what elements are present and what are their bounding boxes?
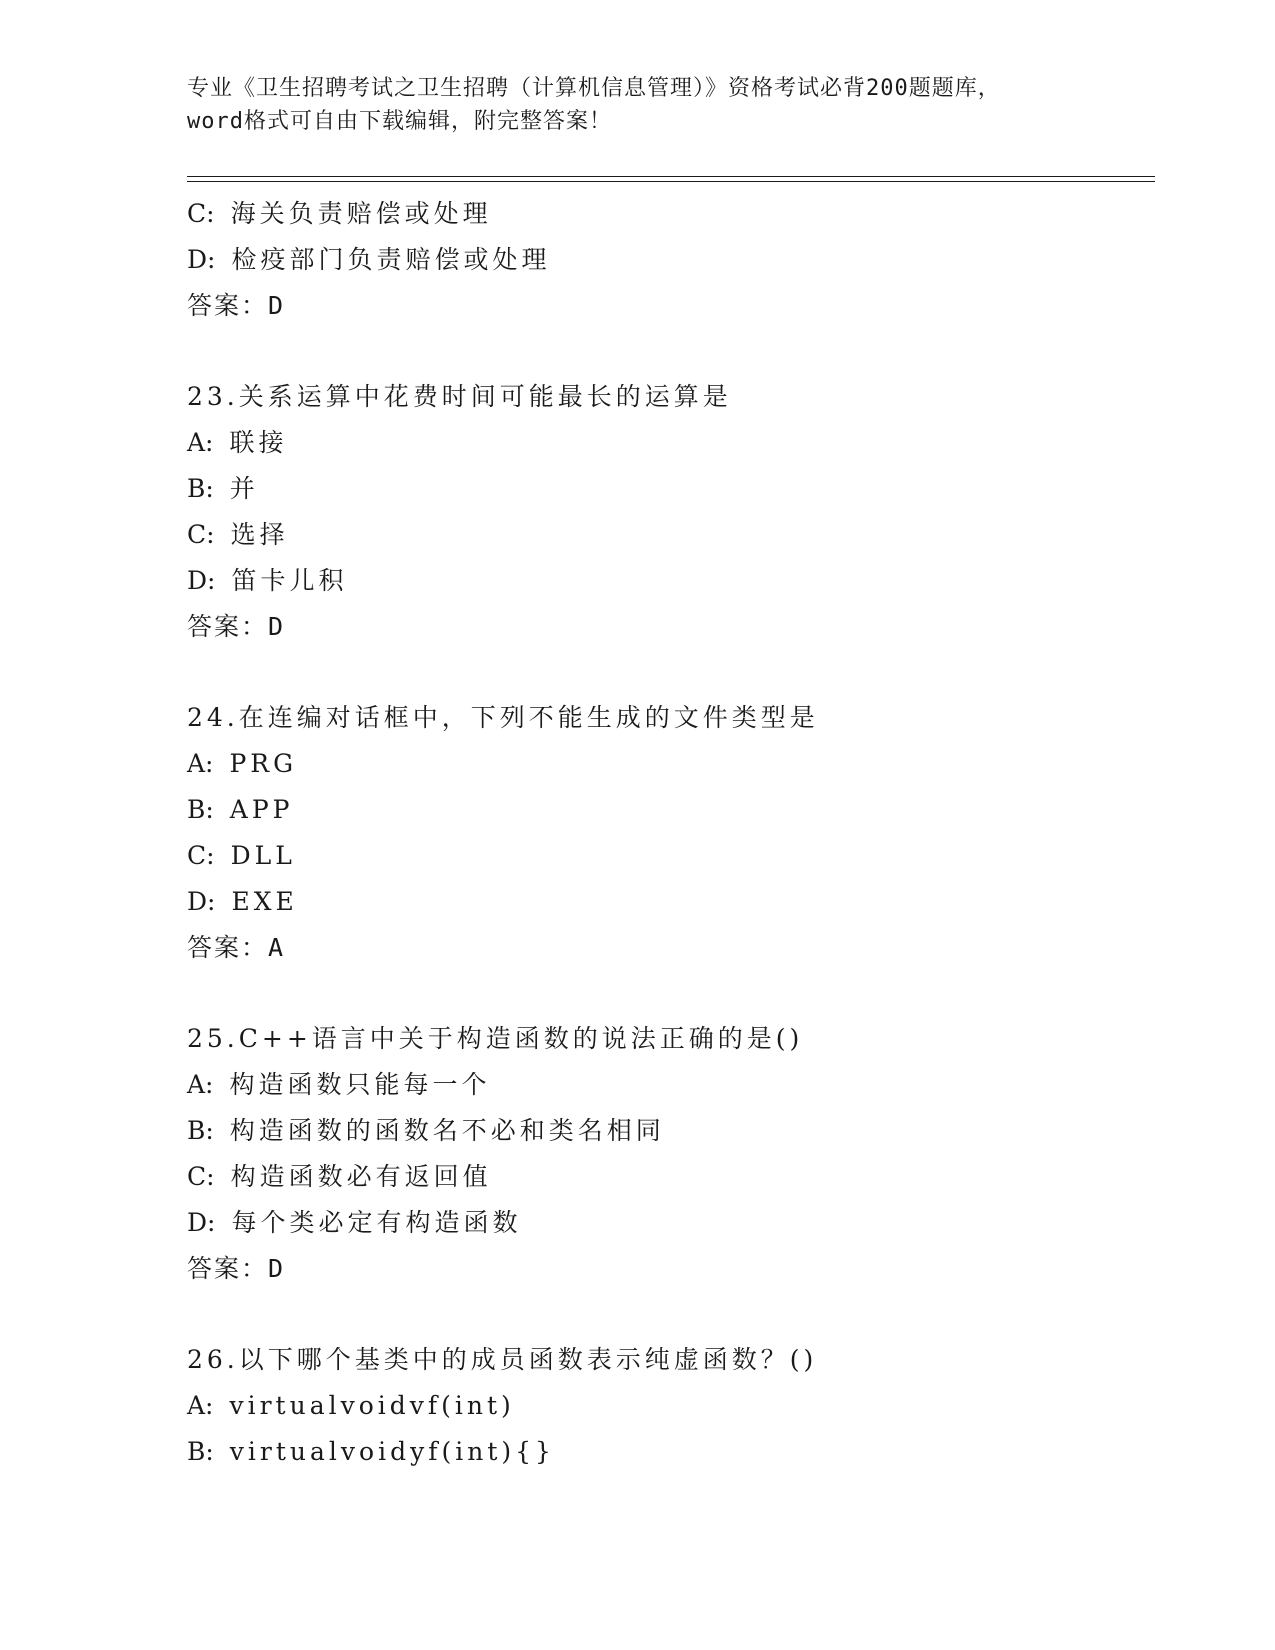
option-a	[187, 420, 1155, 466]
option-label: B:	[187, 1116, 214, 1145]
option-label: B:	[187, 474, 214, 503]
answer-line: 答案：D	[187, 612, 286, 641]
option-label: D:	[187, 245, 216, 274]
question-block	[187, 1016, 1155, 1292]
option-text: EXE	[231, 887, 298, 916]
option-text: 构造函数只能每一个	[229, 1070, 491, 1099]
option-label: C:	[187, 1162, 215, 1191]
option-text: virtualvoidvf(int)	[229, 1391, 515, 1420]
header-divider-bottom	[187, 181, 1155, 182]
document-header	[187, 72, 1087, 138]
option-label: A:	[187, 749, 214, 778]
option-label: C:	[187, 199, 215, 228]
option-text: 检疫部门负责赔偿或处理	[231, 245, 551, 274]
option-a	[187, 741, 1155, 787]
option-text: 构造函数必有返回值	[230, 1162, 492, 1191]
answer-line: 答案：D	[187, 291, 286, 320]
option-b	[187, 1429, 1155, 1475]
option-b	[187, 466, 1155, 512]
question-text: 25.C++语言中关于构造函数的说法正确的是()	[187, 1024, 804, 1053]
option-b	[187, 1108, 1155, 1154]
option-text: virtualvoidyf(int){}	[229, 1437, 555, 1466]
option-text: 选择	[230, 520, 289, 549]
option-label: D:	[187, 887, 216, 916]
option-text: 笛卡儿积	[231, 566, 348, 595]
option-label: D:	[187, 1208, 216, 1237]
answer-line: 答案：D	[187, 1254, 286, 1283]
option-label: C:	[187, 841, 215, 870]
question-block	[187, 1337, 1155, 1475]
option-label: D:	[187, 566, 216, 595]
option-b	[187, 787, 1155, 833]
question-text: 23.关系运算中花费时间可能最长的运算是	[187, 382, 732, 411]
question-list	[187, 191, 1155, 1475]
question-text: 24.在连编对话框中，下列不能生成的文件类型是	[187, 703, 819, 732]
question-text: 26.以下哪个基类中的成员函数表示纯虚函数？()	[187, 1345, 818, 1374]
option-d	[187, 1200, 1155, 1246]
option-text: 联接	[229, 428, 288, 457]
option-d	[187, 237, 1155, 283]
option-a	[187, 1383, 1155, 1429]
option-c	[187, 1154, 1155, 1200]
option-c	[187, 191, 1155, 237]
option-label: A:	[187, 428, 214, 457]
option-a	[187, 1062, 1155, 1108]
option-text: APP	[229, 795, 294, 824]
header-line-2: word格式可自由下载编辑，附完整答案！	[187, 109, 612, 134]
header-line-1: 专业《卫生招聘考试之卫生招聘（计算机信息管理）》资格考试必背200题题库，	[187, 76, 1001, 101]
question-block	[187, 374, 1155, 650]
option-text: 每个类必定有构造函数	[231, 1208, 522, 1237]
question-block	[187, 695, 1155, 971]
option-d	[187, 558, 1155, 604]
option-label: B:	[187, 1437, 214, 1466]
option-c	[187, 512, 1155, 558]
option-d	[187, 879, 1155, 925]
option-text: 并	[229, 474, 259, 503]
option-text: PRG	[229, 749, 298, 778]
option-text: 海关负责赔偿或处理	[230, 199, 492, 228]
option-label: A:	[187, 1391, 214, 1420]
option-label: A:	[187, 1070, 214, 1099]
option-text: DLL	[230, 841, 296, 870]
answer-line: 答案：A	[187, 933, 286, 962]
option-label: B:	[187, 795, 214, 824]
question-block	[187, 191, 1155, 329]
option-c	[187, 833, 1155, 879]
option-text: 构造函数的函数名不必和类名相同	[229, 1116, 665, 1145]
header-divider-top	[187, 176, 1155, 177]
option-label: C:	[187, 520, 215, 549]
